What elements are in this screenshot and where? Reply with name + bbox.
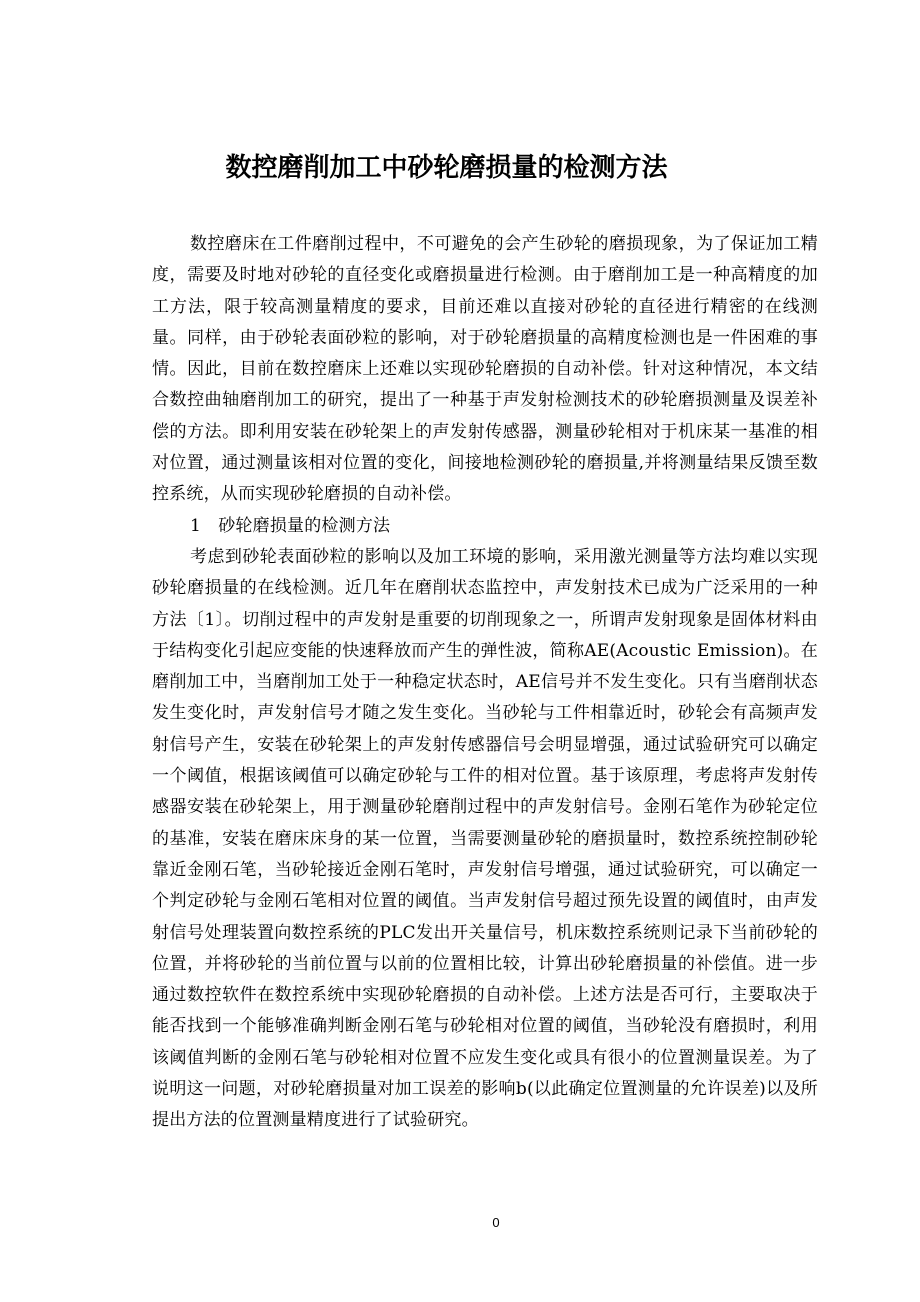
document-body xyxy=(152,229,818,1137)
page-number: 0 xyxy=(492,1215,500,1230)
section-heading-1: 1 砂轮磨损量的检测方法 xyxy=(190,515,391,536)
paragraph-method: 考虑到砂轮表面砂粒的影响以及加工环境的影响，采用激光测量等方法均难以实现砂轮磨损量的在线检测。近几年在磨削状态监控中，声发射技术已成为广泛采用的一种方法〔1〕。切削过程中的声发射是重要的切削现象之一，所谓声发射现象是固体材料由于结构变化引起应变能的快速释放而产生的弹性波，简称AE(Acoustic Emission)。在磨削加工中，当磨削加工处于一种稳定状态时，AE信号并不发生变化。只有当磨削状态发生变化时，声发射信号才随之发生变化。当砂轮与工件相靠近时，砂轮会有高频声发射信号产生，安装在砂轮架上的声发射传感器信号会明显增强，通过试验研究可以确定一个阈值，根据该阈值可以确定砂轮与工件的相对位置。基于该原理，考虑将声发射传感器安装在砂轮架上，用于测量砂轮磨削过程中的声发射信号。金刚石笔作为砂轮定位的基准，安装在磨床床身的某一位置，当需要测量砂轮的磨损量时，数控系统控制砂轮靠近金刚石笔，当砂轮接近金刚石笔时，声发射信号增强，通过试验研究，可以确定一个判定砂轮与金刚石笔相对位置的阈值。当声发射信号超过预先设置的阈值时，由声发射信号处理装置向数控系统的PLC发出开关量信号，机床数控系统则记录下当前砂轮的位置，并将砂轮的当前位置与以前的位置相比较，计算出砂轮磨损量的补偿值。进一步通过数控软件在数控系统中实现砂轮磨损的自动补偿。上述方法是否可行，主要取决于能否找到一个能够准确判断金刚石笔与砂轮相对位置的阈值，当砂轮没有磨损时，利用该阈值判断的金刚石笔与砂轮相对位置不应发生变化或具有很小的位置测量误差。为了说明这一问题，对砂轮磨损量对加工误差的影响b(以此确定位置测量的允许误差)以及所提出方法的位置测量精度进行了试验研究。 xyxy=(152,546,818,1131)
document-title: 数控磨削加工中砂轮磨损量的检测方法 xyxy=(225,153,668,183)
paragraph-intro: 数控磨床在工件磨削过程中，不可避免的会产生砂轮的磨损现象，为了保证加工精度，需要及时地对砂轮的直径变化或磨损量进行检测。由于磨削加工是一种高精度的加工方法，限于较高测量精度的要求，目前还难以直接对砂轮的直径进行精密的在线测量。同样，由于砂轮表面砂粒的影响，对于砂轮磨损量的高精度检测也是一件困难的事情。因此，目前在数控磨床上还难以实现砂轮磨损的自动补偿。针对这种情况，本文结合数控曲轴磨削加工的研究，提出了一种基于声发射检测技术的砂轮磨损测量及误差补偿的方法。即利用安装在砂轮架上的声发射传感器，测量砂轮相对于机床某一基准的相对位置，通过测量该相对位置的变化，间接地检测砂轮的磨损量,并将测量结果反馈至数控系统，从而实现砂轮磨损的自动补偿。 xyxy=(152,234,818,505)
